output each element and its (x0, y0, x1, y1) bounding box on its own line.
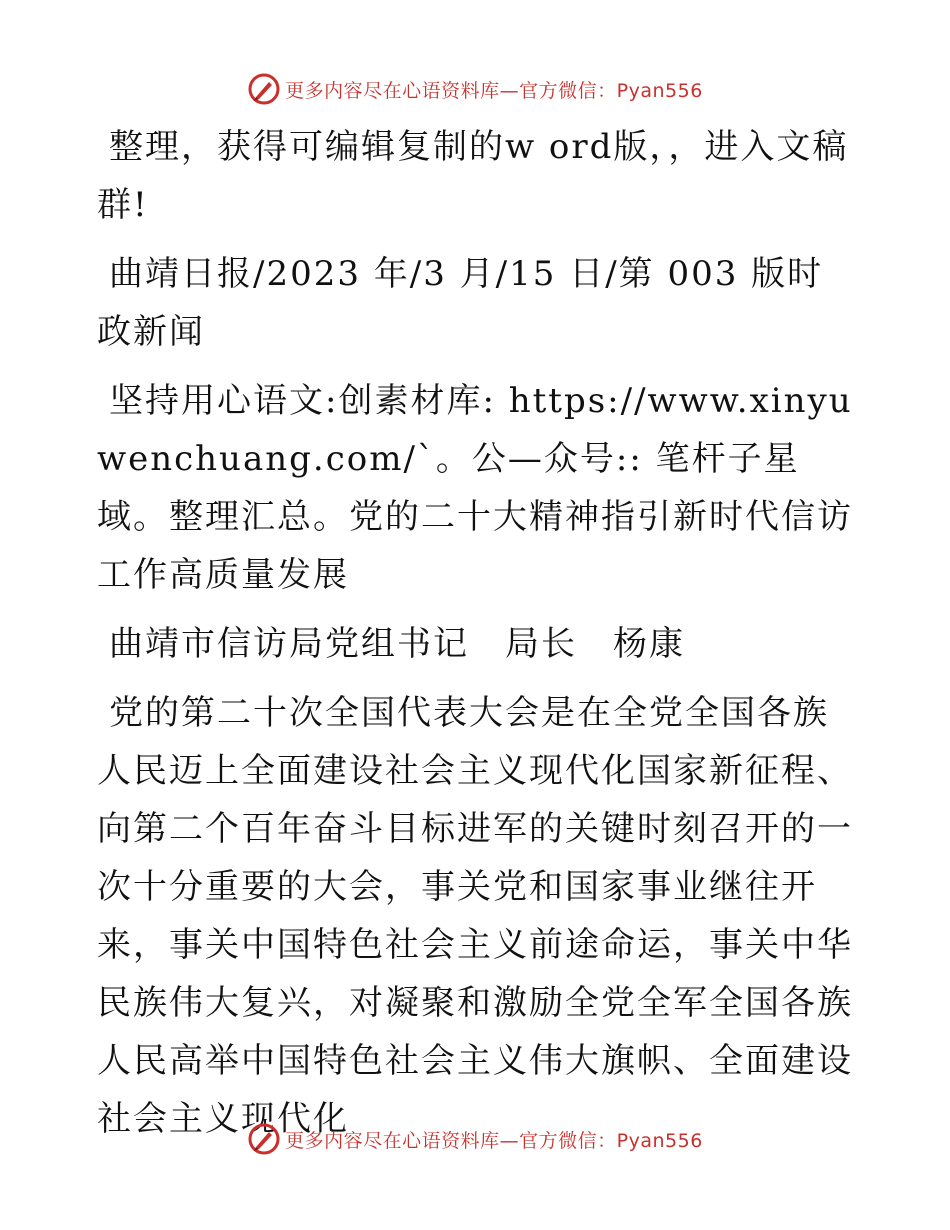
footer-watermark (0, 1122, 950, 1156)
watermark-text: 更多内容尽在心语资料库—官方微信：Pyan556 (285, 79, 703, 102)
pen-logo-icon (247, 1122, 281, 1156)
header-watermark (0, 72, 950, 106)
paragraph-1: 整理，获得可编辑复制的w ord版，，进入文稿群! (97, 127, 849, 225)
paragraph-4: 曲靖市信访局党组书记 局长 杨康 (109, 624, 685, 664)
document-body (97, 118, 857, 1159)
paragraph-3: 坚持用心语文:创素材库: https://www.xinyuwenchuang.com/ˋ。公—众号:: 笔杆子星域。整理汇总。党的二十大精神指引新时代信访工作高质量发展 (97, 381, 853, 595)
watermark-text: 更多内容尽在心语资料库—官方微信：Pyan556 (285, 1129, 703, 1152)
paragraph-5: 党的第二十次全国代表大会是在全党全国各族人民迈上全面建设社会主义现代化国家新征程、向第二个百年奋斗目标进军的关键时刻召开的一次十分重要的大会，事关党和国家事业继往开来，事关中国特色社会主义前途命运，事关中华民族伟大复兴，对凝聚和激励全党全军全国各族人民高举中国特色社会主义伟大旗帜、全面建设社会主义现代化 (97, 693, 853, 1139)
pen-logo-icon (247, 72, 281, 106)
paragraph-2: 曲靖日报/2023 年/3 月/15 日/第 003 版时政新闻 (97, 254, 824, 352)
